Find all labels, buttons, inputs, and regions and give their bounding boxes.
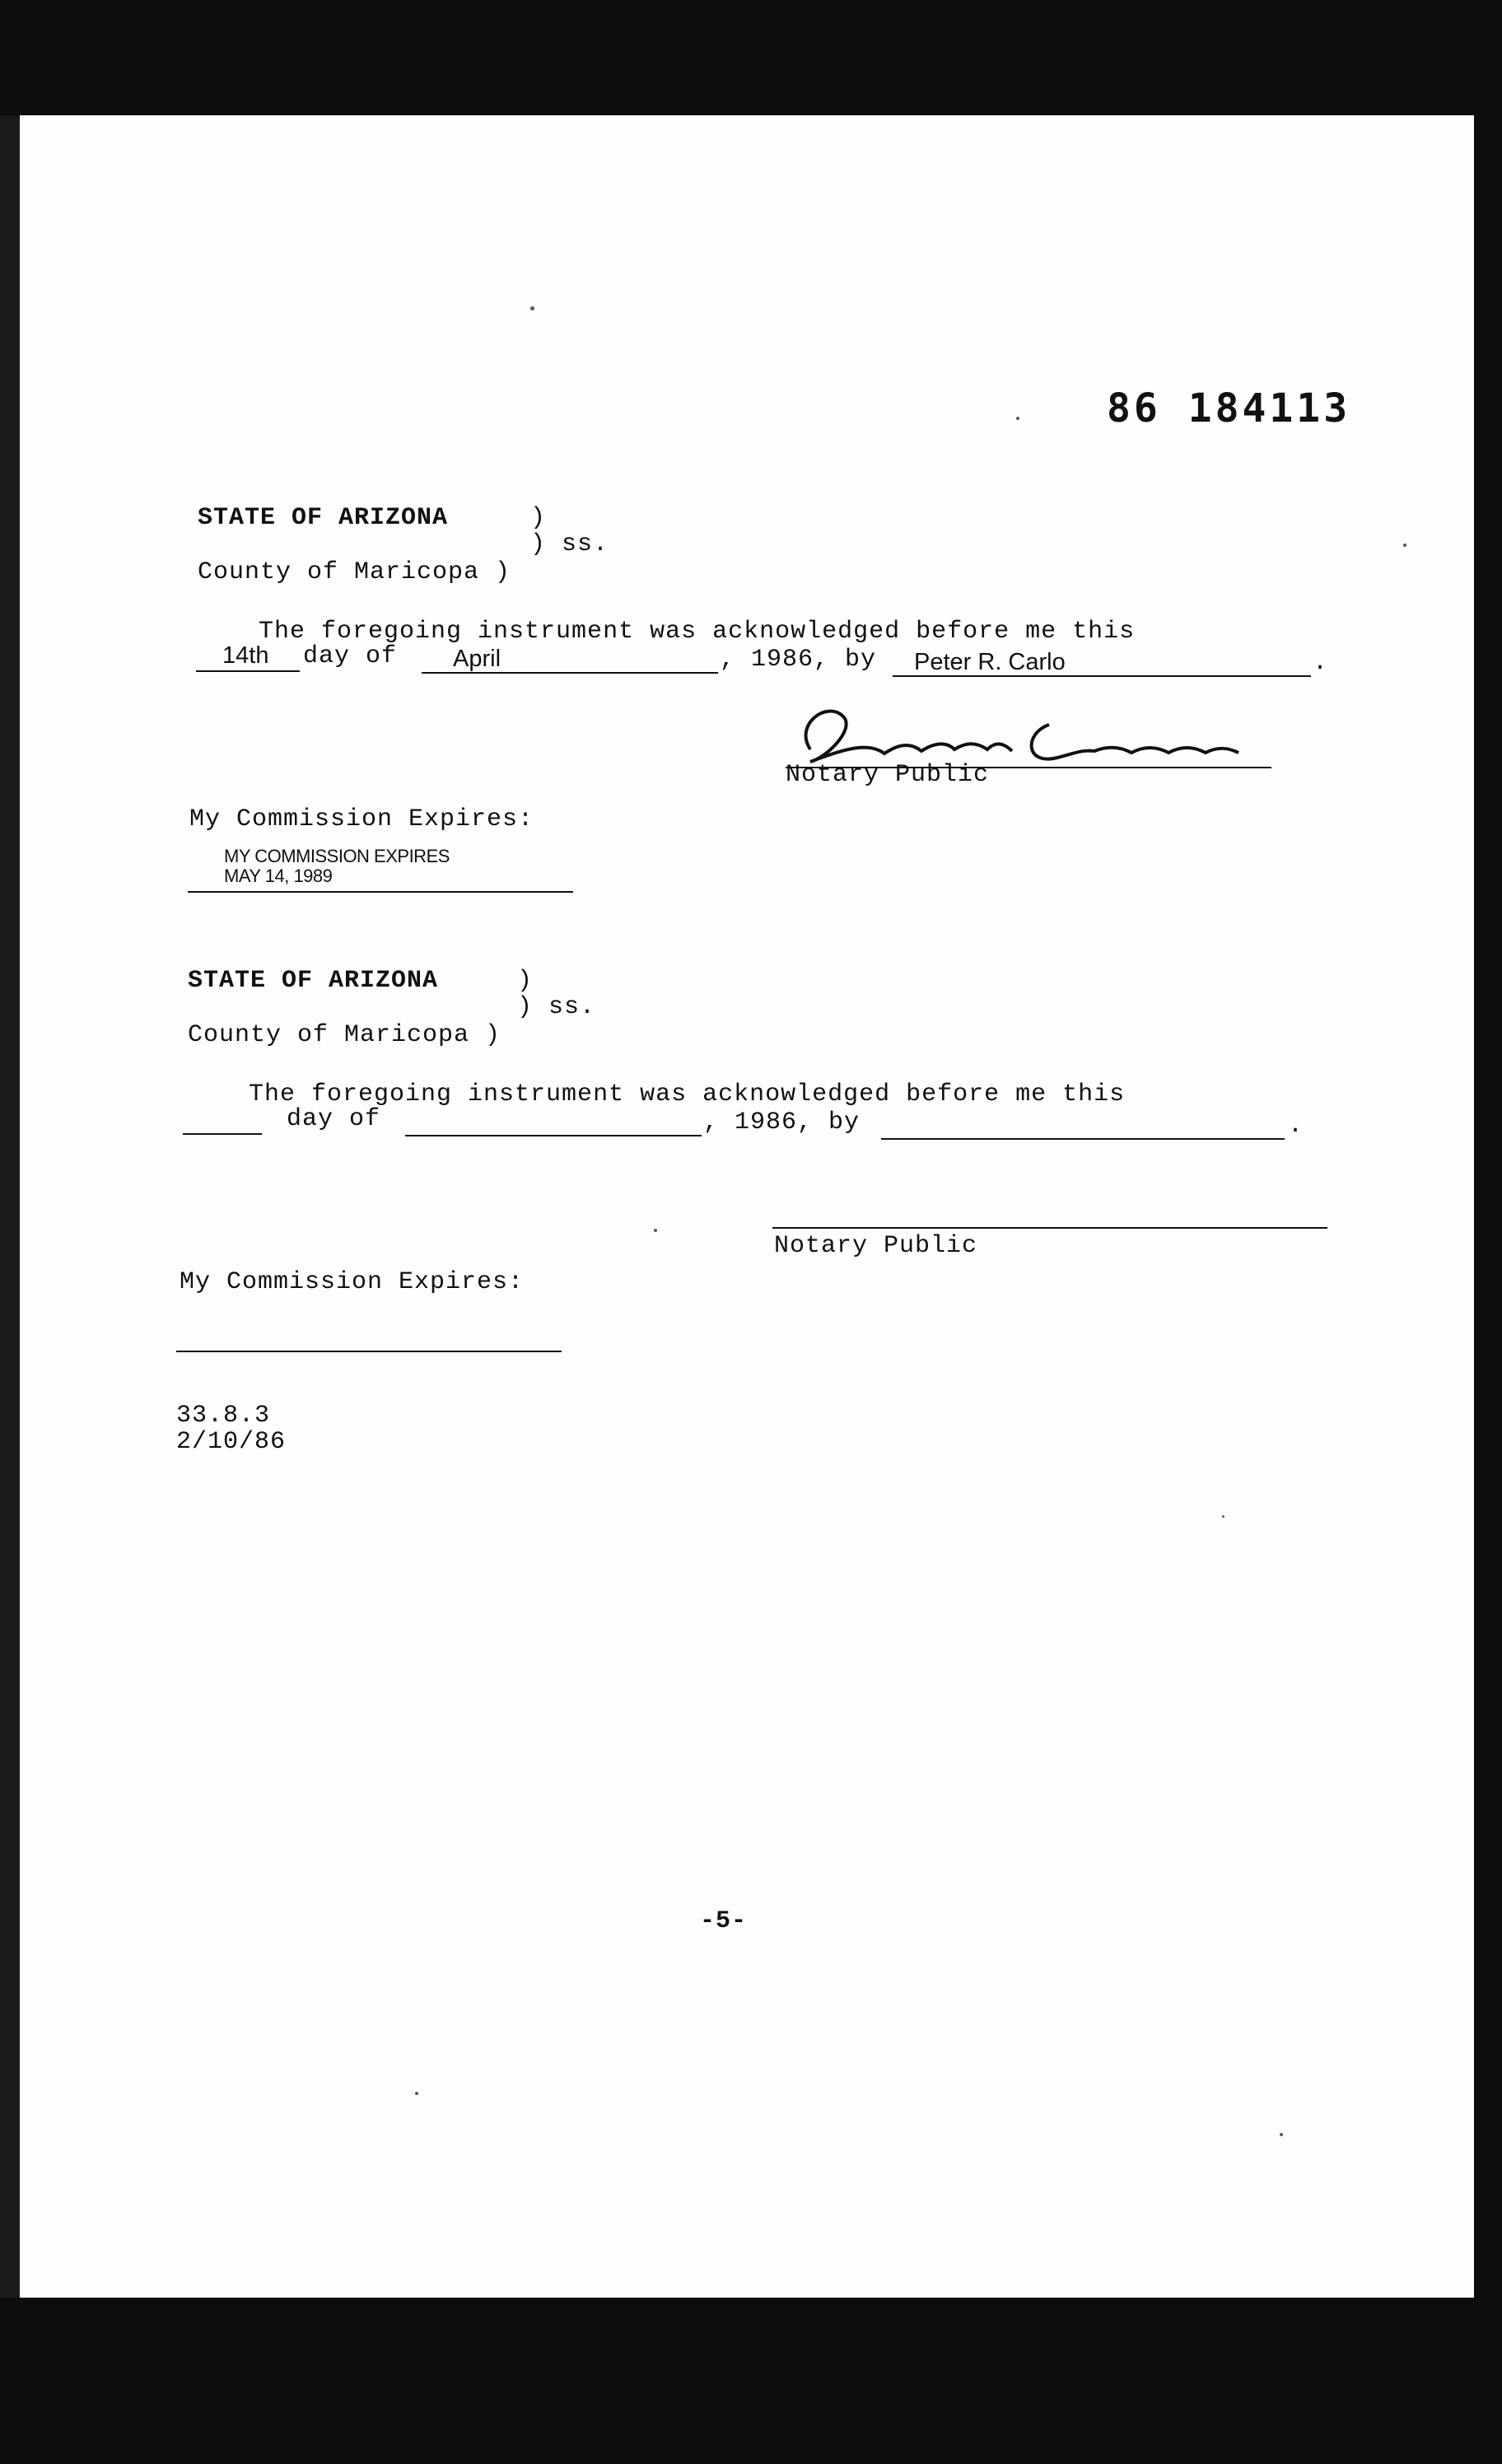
person-line-2 <box>881 1138 1285 1140</box>
notary-public-label-1: Notary Public <box>786 761 990 789</box>
county-heading-1: County of Maricopa ) <box>198 558 511 586</box>
ss-2: ) ss. <box>517 993 596 1021</box>
paren-2: ) <box>517 967 534 995</box>
scan-speck <box>1280 2133 1283 2136</box>
notary-signature-line-2 <box>772 1227 1327 1229</box>
scan-speck <box>1403 544 1406 547</box>
period-2: . <box>1288 1112 1304 1140</box>
day-line-1 <box>196 670 300 672</box>
scan-speck <box>1016 417 1019 420</box>
scan-border-bottom <box>0 2298 1502 2464</box>
document-page <box>20 115 1474 2298</box>
year-by-2: , 1986, by <box>703 1108 861 1136</box>
scan-speck <box>654 1229 657 1232</box>
person-value-1: Peter R. Carlo <box>914 649 1066 675</box>
document-reference: 33.8.3 <box>176 1402 271 1430</box>
state-heading-2: STATE OF ARIZONA <box>188 967 439 995</box>
state-heading-1: STATE OF ARIZONA <box>198 504 449 532</box>
acknowledgment-text-2: The foregoing instrument was acknowledged before me this <box>249 1080 1126 1108</box>
acknowledgment-text-1: The foregoing instrument was acknowledged before me this <box>259 618 1136 646</box>
ss-1: ) ss. <box>530 530 609 558</box>
day-of-2: day of <box>287 1105 381 1133</box>
scan-border-top <box>0 0 1502 115</box>
scan-speck <box>415 2092 418 2095</box>
county-heading-2: County of Maricopa ) <box>188 1021 501 1049</box>
commission-stamp-1 <box>224 847 450 886</box>
document-date: 2/10/86 <box>176 1428 287 1456</box>
commission-line-1 <box>188 891 573 893</box>
notary-public-label-2: Notary Public <box>774 1232 978 1260</box>
commission-label-2: My Commission Expires: <box>180 1268 525 1296</box>
scan-border-right <box>1474 115 1502 2306</box>
paren-1: ) <box>530 504 547 532</box>
month-value-1: April <box>453 646 501 672</box>
day-line-2 <box>183 1133 262 1135</box>
commission-label-1: My Commission Expires: <box>189 805 534 833</box>
commission-line-2 <box>176 1351 562 1352</box>
commission-stamp-line1: MY COMMISSION EXPIRES <box>224 846 450 866</box>
document-number: 86 184113 <box>1107 385 1351 432</box>
scan-speck <box>1222 1515 1224 1518</box>
period-1: . <box>1313 649 1329 677</box>
scan-speck <box>530 306 534 310</box>
commission-stamp-line2: MAY 14, 1989 <box>224 866 333 886</box>
year-by-1: , 1986, by <box>720 646 877 674</box>
day-of-1: day of <box>303 642 398 670</box>
month-line-2 <box>405 1135 702 1136</box>
page-number: -5- <box>700 1907 748 1935</box>
day-value-1: 14th <box>222 642 269 669</box>
scan-border-left <box>0 115 21 2306</box>
